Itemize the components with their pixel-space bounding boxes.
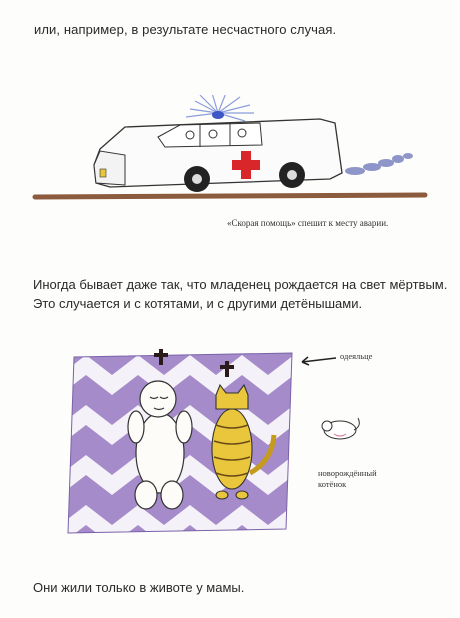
paragraph-2 [33, 275, 447, 313]
road-line [35, 195, 425, 197]
arrow-to-blanket [298, 350, 338, 370]
label-newborn-kitten-line-1: новорождённый [318, 468, 377, 478]
wheel-rear [279, 162, 305, 188]
exhaust-cloud [345, 153, 413, 175]
blanket-illustration [60, 345, 320, 545]
final-sentence: Они жили только в животе у мамы. [33, 580, 245, 595]
label-newborn-kitten-line-2: котёнок [318, 479, 347, 489]
label-newborn-kitten [318, 468, 377, 490]
ambulance-caption: «Скорая помощь» спешит к месту аварии. [227, 218, 389, 228]
paragraph-2-line-1: Иногда бывает даже так, что младенец рождается на свет мёртвым. [33, 277, 448, 292]
wheel-front [184, 166, 210, 192]
siren-light-icon [186, 95, 254, 121]
paragraph-2-line-2: Это случается и с котятами, и с другими детёнышами. [33, 296, 363, 311]
text-line-1: или, например, в результате несчастного случая. [34, 22, 337, 37]
ambulance-illustration [30, 95, 430, 215]
label-blanket: одеяльце [340, 351, 373, 361]
newborn-kitten-illustration [318, 412, 362, 446]
